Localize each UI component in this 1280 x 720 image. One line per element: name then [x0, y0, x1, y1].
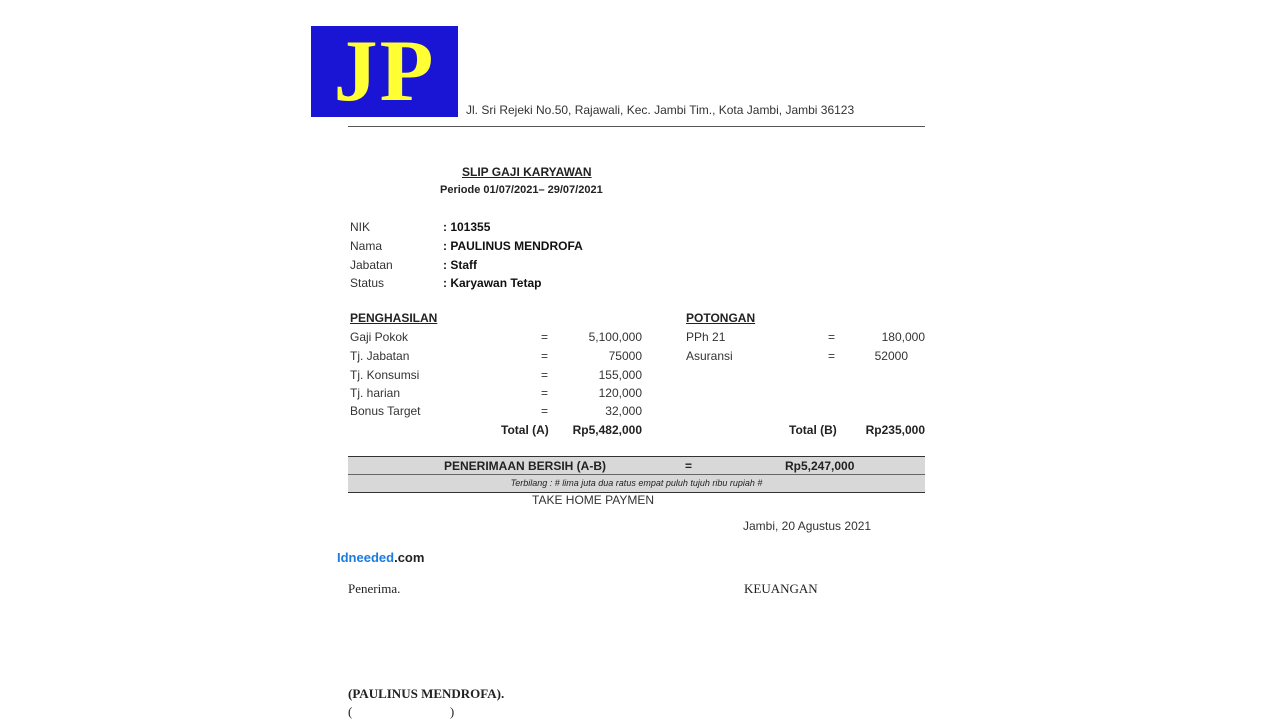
finance-signature-blank: ( )	[348, 704, 455, 719]
deduction-total-value: Rp235,000	[865, 423, 925, 437]
finance-label: KEUANGAN	[744, 581, 818, 596]
receiver-label: Penerima.	[348, 581, 401, 596]
watermark-part2: .com	[394, 550, 425, 565]
company-logo	[311, 23, 458, 120]
pay-period: Periode 01/07/2021– 29/07/2021	[440, 184, 603, 196]
issue-date: Jambi, 20 Agustus 2021	[743, 519, 872, 533]
take-home-pay-label: TAKE HOME PAYMEN	[532, 493, 655, 507]
income-item-amount: 155,000	[598, 368, 642, 382]
deduction-item-amount: 180,000	[881, 330, 925, 344]
header-divider	[348, 126, 925, 127]
income-item-eq: =	[541, 386, 549, 400]
receiver-name: (PAULINUS MENDROFA).	[348, 686, 505, 701]
deduction-item-label: PPh 21	[686, 330, 726, 344]
income-item-label: Tj. Jabatan	[350, 349, 410, 363]
document-title: SLIP GAJI KARYAWAN	[462, 165, 592, 179]
deduction-item-label: Asuransi	[686, 349, 733, 363]
logo-text: JP	[333, 23, 436, 120]
employee-value-position: : Staff	[443, 258, 477, 272]
employee-value-nik: : 101355	[443, 220, 491, 234]
employee-label-status: Status	[350, 276, 385, 290]
deduction-header: POTONGAN	[686, 311, 756, 325]
employee-value-name: : PAULINUS MENDROFA	[443, 239, 583, 253]
income-item-label: Tj. Konsumsi	[350, 368, 420, 382]
net-pay-label: PENERIMAAN BERSIH (A-B)	[444, 459, 606, 473]
deduction-item-amount: 52000	[874, 349, 908, 363]
income-total-label: Total (A)	[501, 423, 549, 437]
income-item-amount: 5,100,000	[588, 330, 642, 344]
watermark-part1: Idneeded	[337, 550, 395, 565]
income-item-eq: =	[541, 404, 549, 418]
income-item-label: Gaji Pokok	[350, 330, 409, 344]
income-item-eq: =	[541, 368, 549, 382]
amount-in-words: Terbilang : # lima juta dua ratus empat puluh tujuh ribu rupiah #	[510, 478, 763, 488]
deduction-item-eq: =	[828, 349, 836, 363]
income-item-eq: =	[541, 330, 549, 344]
employee-label-position: Jabatan	[350, 258, 393, 272]
income-item-amount: 75000	[608, 349, 642, 363]
employee-value-status: : Karyawan Tetap	[443, 276, 542, 290]
watermark	[337, 550, 424, 565]
employee-label-name: Nama	[350, 239, 383, 253]
income-item-amount: 32,000	[605, 404, 642, 418]
income-item-label: Tj. harian	[350, 386, 401, 400]
deduction-total-label: Total (B)	[789, 423, 837, 437]
net-pay-eq: =	[685, 459, 693, 473]
net-pay-value: Rp5,247,000	[785, 459, 855, 473]
income-item-eq: =	[541, 349, 549, 363]
employee-label-nik: NIK	[350, 220, 371, 234]
deduction-item-eq: =	[828, 330, 836, 344]
company-address: Jl. Sri Rejeki No.50, Rajawali, Kec. Jambi Tim., Kota Jambi, Jambi 36123	[466, 103, 855, 117]
income-item-amount: 120,000	[598, 386, 642, 400]
income-total-value: Rp5,482,000	[572, 423, 642, 437]
income-item-label: Bonus Target	[350, 404, 421, 418]
income-header: PENGHASILAN	[350, 311, 438, 325]
net-pay-divider	[348, 474, 925, 475]
